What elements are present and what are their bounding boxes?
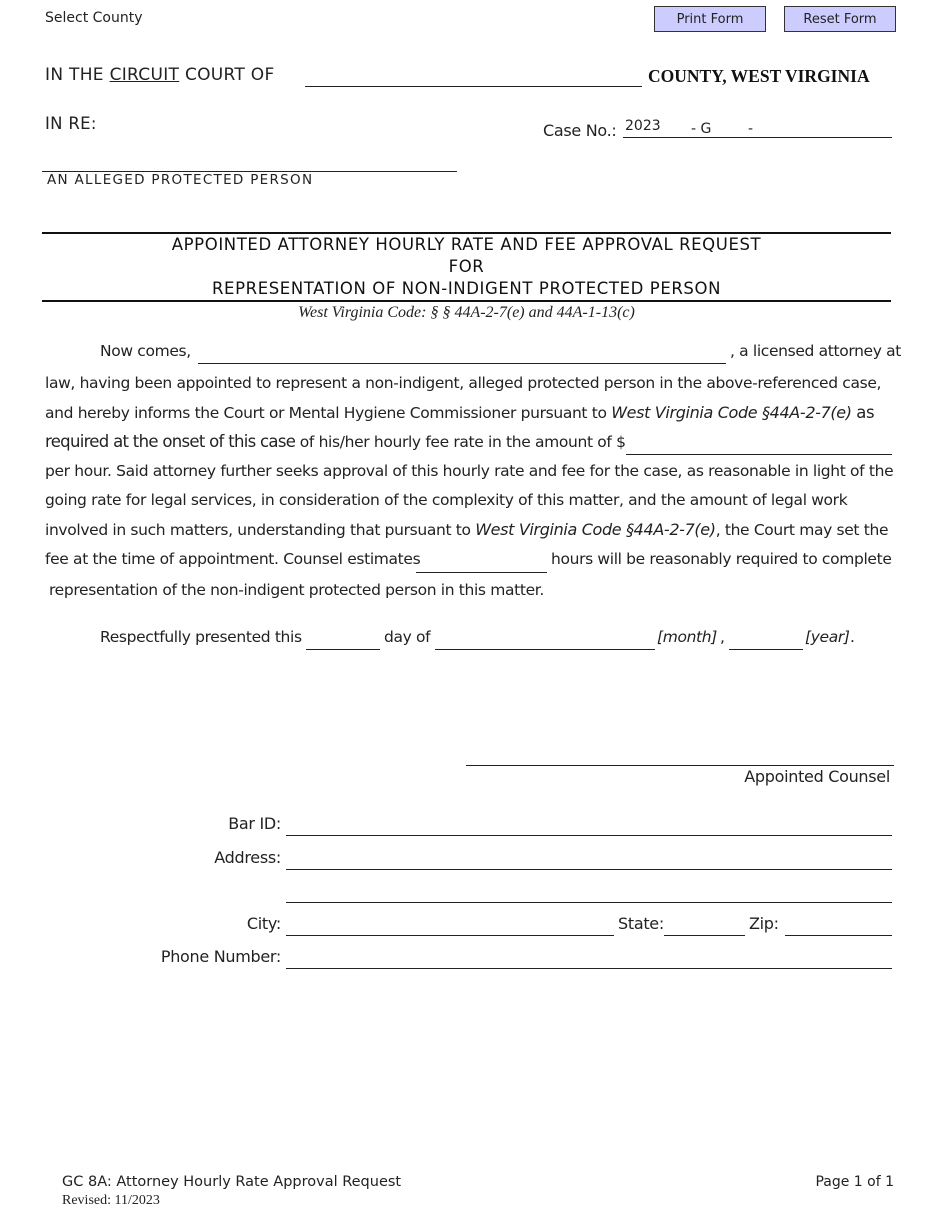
- year-hint: [year]: [805, 628, 850, 646]
- phone-label: Phone Number:: [160, 947, 281, 966]
- month-hint: [month]: [657, 628, 717, 646]
- body-line-6: going rate for legal services, in consideration of the complexity of this matter, and the amount of legal work: [45, 491, 848, 509]
- attorney-name-input[interactable]: [198, 363, 726, 364]
- footer-revised: Revised: 11/2023: [62, 1193, 160, 1208]
- day-of-text: day of: [384, 628, 431, 646]
- footer-form-name: GC 8A: Attorney Hourly Rate Approval Request: [62, 1174, 402, 1190]
- body-line-2: law, having been appointed to represent a non-indigent, alleged protected person in the above-referenced case,: [45, 374, 882, 392]
- print-form-button[interactable]: Print Form: [654, 6, 766, 32]
- protected-person-caption: AN ALLEGED PROTECTED PERSON: [47, 172, 314, 188]
- in-the-text: IN THE: [45, 65, 104, 85]
- state-label: State:: [618, 914, 664, 933]
- document-title: [42, 234, 891, 300]
- address-label: Address:: [214, 848, 281, 867]
- case-dash-separator: -: [748, 121, 754, 137]
- date-period: .: [850, 628, 855, 646]
- presented-prefix: Respectfully presented this: [100, 628, 302, 646]
- body-line-7: involved in such matters, understanding that pursuant to West Virginia Code §44A-2-7(e), the Court may set the: [45, 520, 889, 539]
- body-line-3: and hereby informs the Court or Mental Hygiene Commissioner pursuant to West Virginia Code §44A-2-7(e) as: [45, 403, 875, 422]
- year-input[interactable]: [729, 649, 803, 650]
- state-input[interactable]: [664, 935, 745, 936]
- zip-label: Zip:: [749, 914, 779, 933]
- phone-input[interactable]: [286, 968, 892, 969]
- body-line-8b: hours will be reasonably required to complete: [551, 550, 892, 568]
- body-line-8a: fee at the time of appointment. Counsel estimates: [45, 550, 421, 568]
- body-line-5: per hour. Said attorney further seeks approval of this hourly rate and fee for the case, as reasonable in light of the: [45, 462, 894, 480]
- case-number-input[interactable]: [623, 137, 892, 138]
- body-line-9: representation of the non-indigent protected person in this matter.: [49, 581, 544, 599]
- in-re-label: IN RE:: [45, 114, 97, 133]
- footer-page-number: Page 1 of 1: [815, 1174, 894, 1190]
- now-comes-text: Now comes,: [100, 342, 191, 360]
- select-county-dropdown[interactable]: Select County: [45, 10, 143, 26]
- case-g-separator: - G: [691, 121, 712, 137]
- county-state-label: COUNTY, WEST VIRGINIA: [648, 66, 870, 86]
- month-input[interactable]: [435, 649, 655, 650]
- court-type-field[interactable]: CIRCUIT: [109, 65, 180, 85]
- zip-input[interactable]: [785, 935, 892, 936]
- case-no-label: Case No.:: [543, 121, 617, 140]
- estimated-hours-input[interactable]: [416, 572, 547, 573]
- title-line-1: APPOINTED ATTORNEY HOURLY RATE AND FEE APPROVAL REQUEST: [171, 235, 762, 254]
- title-line-2: FOR: [448, 257, 485, 276]
- signature-input[interactable]: [466, 765, 894, 766]
- day-input[interactable]: [306, 649, 380, 650]
- appointed-counsel-label: Appointed Counsel: [744, 767, 890, 786]
- code-reference: West Virginia Code: § § 44A-2-7(e) and 44A-1-13(c): [298, 304, 635, 321]
- county-input[interactable]: [305, 86, 642, 87]
- case-year-value: 2023: [625, 118, 661, 134]
- title-bottom-rule: [42, 300, 891, 302]
- licensed-attorney-text: , a licensed attorney at: [730, 342, 902, 360]
- bar-id-input[interactable]: [286, 835, 892, 836]
- address-line-2-input[interactable]: [286, 902, 892, 903]
- court-heading: [45, 65, 275, 85]
- city-label: City:: [246, 914, 281, 933]
- court-of-text: COURT OF: [184, 65, 275, 85]
- date-comma: ,: [720, 628, 725, 646]
- city-input[interactable]: [286, 935, 614, 936]
- hourly-rate-input[interactable]: [626, 454, 892, 455]
- reset-form-button[interactable]: Reset Form: [784, 6, 896, 32]
- bar-id-label: Bar ID:: [228, 814, 281, 833]
- title-line-3: REPRESENTATION OF NON-INDIGENT PROTECTED PERSON: [211, 279, 722, 298]
- body-line-4: required at the onset of this case of his/her hourly fee rate in the amount of $: [45, 432, 626, 451]
- address-line-1-input[interactable]: [286, 869, 892, 870]
